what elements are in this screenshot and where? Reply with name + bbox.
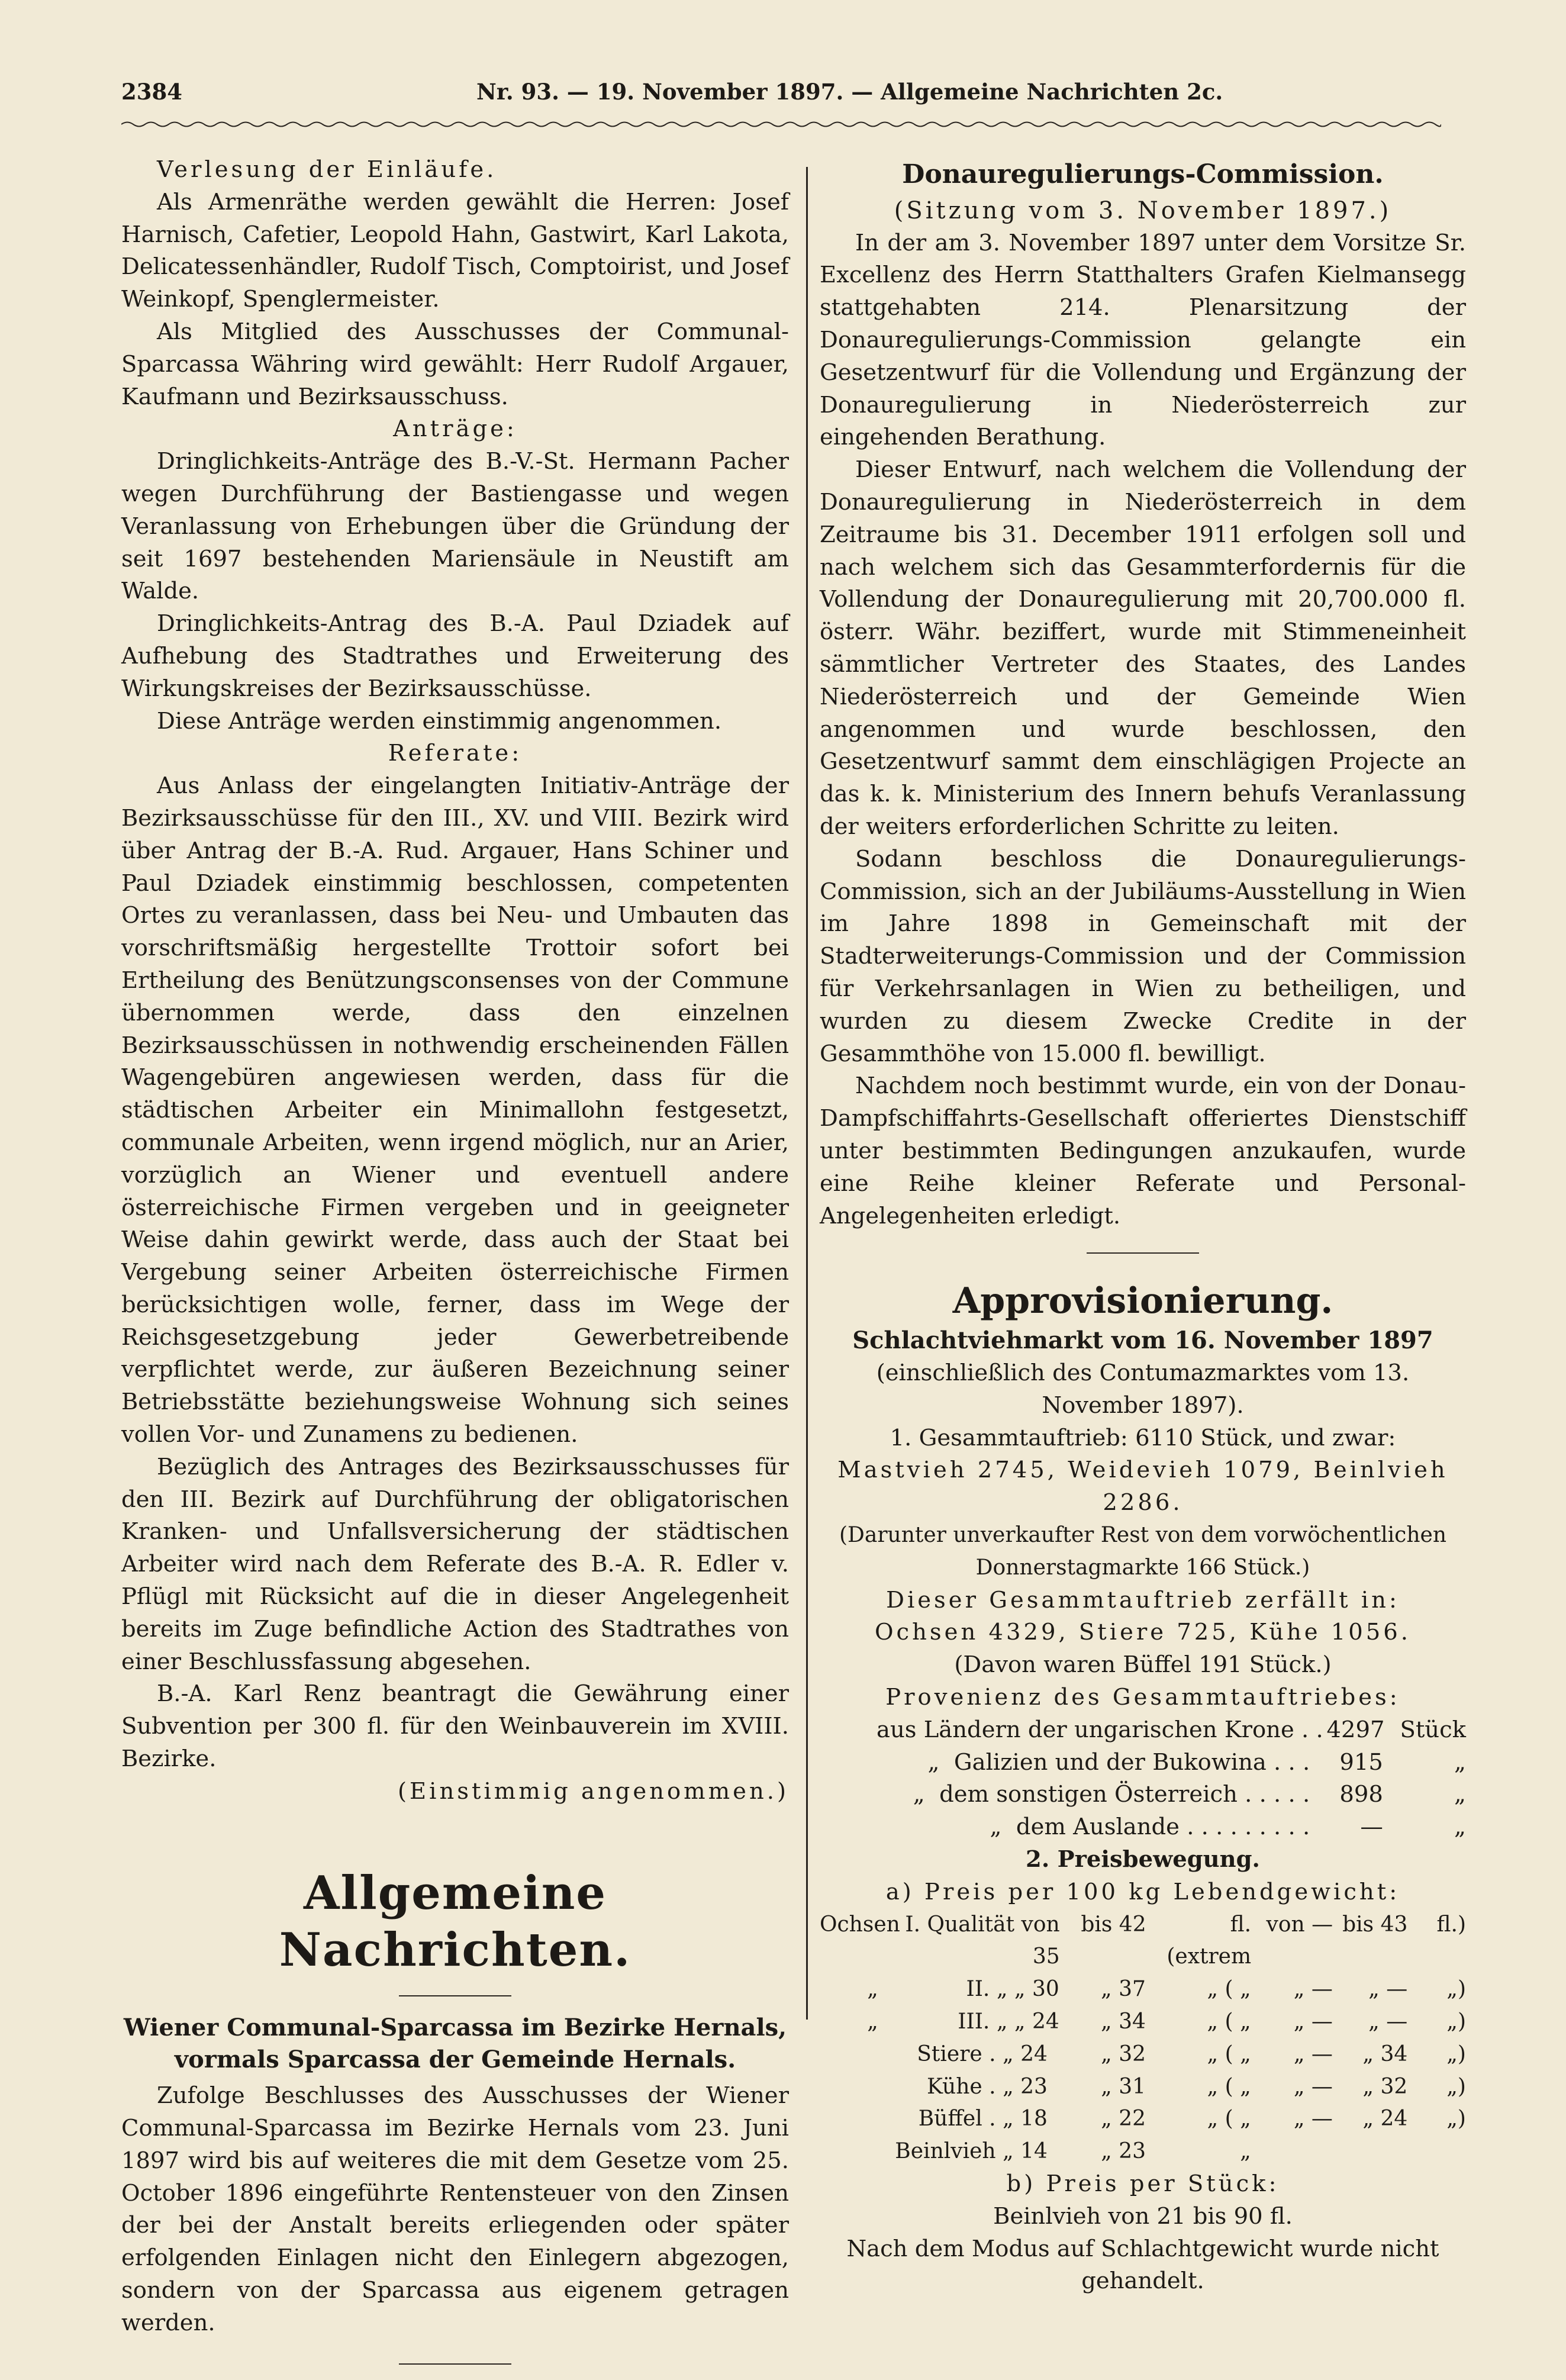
table-cell: Ochsen (820, 1912, 900, 1937)
table-cell: „ 34 (1362, 2041, 1408, 2066)
table-cell: „ 31 (1101, 2074, 1146, 2099)
table-cell (1251, 2136, 1333, 2168)
text-line: 2. Preisbewegung. (1026, 1846, 1260, 1873)
table-cell: „ 32 (1101, 2041, 1146, 2066)
table-cell: „ ( „ (1207, 1977, 1251, 2002)
paragraph: B.-A. Karl Renz beantragt die Gewährung einer Subvention per 300 fl. für den Weinbauverein im XVIII. Bezirke. (121, 1680, 789, 1773)
table-cell: fl. (extrem (1167, 1912, 1252, 1969)
table-row (820, 2103, 1466, 2136)
paragraph: Als Mitglied des Ausschusses der Communal-Sparcassa Währing wird gewählt: Herr Rudolf Argauer, Kaufmann und Bezirksausschuss. (121, 318, 789, 410)
page-number: 2384 (121, 79, 182, 105)
table-cell: fl.) (1436, 1912, 1466, 1937)
table-cell: „ 22 (1101, 2107, 1146, 2131)
paragraph: Zufolge Beschlusses des Ausschusses der Wiener Communal-Sparcassa im Bezirke Hernals vom 23. Juni 1897 wird bis auf weiteres die mit dem Gesetze vom 25. October 1896 eingeführte Rentensteuer von den Zinsen der bei der Anstalt bereits erliegenden oder später erfolgenden Einlagen nicht den Einlegern abgezogen, sondern von der Sparcassa aus eigenem getragen werden. (121, 2082, 789, 2336)
paragraph: Diese Anträge werden einstimmig angenommen. (157, 707, 722, 735)
big-section-heading: Approvisionierung. (952, 1280, 1333, 1322)
section-heading: Anträge: (393, 416, 517, 443)
right-column (820, 154, 1466, 2298)
paragraph: Aus Anlass der eingelangten Initiativ-Anträge der Bezirksausschüsse für den III., XV. und VIII. Bezirk wird über Antrag der B.-A. Rud. Argauer, Hans Schiner und Paul Dziadek einstimmig beschlossen, competenten Ortes zu veranlassen, dass bei Neu- und Umbauten das vorschriftsmäßig hergestellte Trottoir sofort bei Ertheilung des Benützungsconsenses von der Commune übernommen werde, dass den einzelnen Bezirksausschüssen in nothwendig erscheinenden Fällen Wagengebüren angewiesen werden, dass für die städtischen Arbeiter ein Minimallohn festgesetzt, communale Arbeiten, wenn irgend möglich, nur an Arier, vorzüglich an Wiener und eventuell andere österreichische Firmen vergeben und in geeigneter Weise dahin gewirkt werde, dass auch der Staat bei Vergebung seiner Arbeiten österreichische Firmen berücksichtigen wolle, ferner, dass im Wege der Reichsgesetzgebung jeder Gewerbetreibende verpflichtet werde, zur äußeren Bezeichnung seiner Betriebsstätte beziehungsweise Wohnung sich seines vollen Vor- und Zunamens zu bedienen. (121, 772, 789, 1448)
table-cell: „) (1446, 2107, 1466, 2131)
text-line: Mastvieh 2745, Weidevieh 1079, Beinlvieh 2286. (837, 1457, 1448, 1516)
table-cell: II. „ „ 30 (966, 1977, 1059, 2002)
table-cell: „ 32 (1362, 2074, 1408, 2099)
column-divider (806, 167, 808, 2020)
text-line: Provenienz des Gesammtauftriebes: (885, 1684, 1400, 1711)
table-cell: „ — (1293, 2009, 1333, 2034)
header-wavy-rule (121, 120, 1441, 128)
text-line: a) Preis per 100 kg Lebendgewicht: (885, 1878, 1400, 1905)
table-cell: „ Galizien und der Bukowina . . . (927, 1748, 1310, 1776)
table-cell: Stiere . „ 24 (917, 2041, 1048, 2066)
article-subheading: Schlachtviehmarkt vom 16. November 1897 (852, 1326, 1433, 1355)
table-row (877, 1779, 1466, 1811)
short-rule (399, 2363, 511, 2365)
table-cell: „ (1454, 1748, 1466, 1776)
table-cell: „ ( „ (1207, 2107, 1251, 2131)
paragraph: (Einstimmig angenommen.) (398, 1777, 789, 1805)
table-cell: „) (1446, 2074, 1466, 2099)
table-cell (1407, 2136, 1466, 2168)
table-row (820, 2136, 1466, 2168)
section-heading: Referate: (388, 740, 523, 767)
text-line: b) Preis per Stück: (1006, 2170, 1280, 2198)
paragraph: Dringlichkeits-Anträge des B.-V.-St. Hermann Pacher wegen Durchführung der Bastiengasse und wegen Veranlassung von Erhebungen über die Gründung der seit 1697 bestehenden Mariensäule in Neustift am Walde. (121, 448, 789, 605)
table-cell (820, 2136, 878, 2168)
table-row (820, 1973, 1466, 2006)
table-cell: „) (1446, 1977, 1466, 2002)
table-cell: aus Ländern der ungarischen Krone . . (877, 1716, 1323, 1743)
text-line: Dieser Gesammtauftrieb zerfällt in: (886, 1586, 1400, 1613)
table-cell: „ dem Auslande . . . . . . . . . (990, 1814, 1310, 1841)
short-rule (399, 1995, 511, 1996)
text-line: Beinlvieh von 21 bis 90 fl. (993, 2202, 1293, 2230)
table-cell: „ — (1368, 2009, 1408, 2034)
table-row (820, 2071, 1466, 2104)
table-cell: „ ( „ (1207, 2074, 1251, 2099)
table-cell (1333, 2136, 1407, 2168)
table-cell: 898 (1339, 1781, 1383, 1808)
paragraph: Dringlichkeits-Antrag des B.-A. Paul Dziadek auf Aufhebung des Stadtrathes und Erweiterung des Wirkungskreises der Bezirksausschüsse. (121, 610, 789, 702)
big-section-heading: Allgemeine Nachrichten. (279, 1866, 631, 1977)
text-line: 1. Gesammtauftrieb: 6110 Stück, und zwar: (890, 1424, 1396, 1451)
table-cell: „ 23 (1101, 2139, 1146, 2164)
table-row (877, 1811, 1466, 1844)
table-cell: Kühe . „ 23 (926, 2074, 1048, 2099)
table-cell: Stück (1400, 1716, 1466, 1743)
table-cell: „ dem sonstigen Österreich . . . . . (913, 1781, 1310, 1808)
short-rule (1087, 1252, 1199, 1254)
table-cell: „ (1454, 1814, 1466, 1841)
table-cell: Büffel . „ 18 (918, 2107, 1048, 2131)
table-cell: „ ( „ (1207, 2041, 1251, 2066)
table-cell: „ — (1293, 2074, 1333, 2099)
table-cell: von — (1266, 1912, 1333, 1937)
table-cell: Beinlvieh „ 14 (895, 2139, 1048, 2164)
text-line: (Davon waren Büffel 191 Stück.) (954, 1651, 1332, 1679)
table-cell: „ — (1293, 2041, 1333, 2066)
table-cell: 4297 (1326, 1716, 1385, 1743)
article-heading: Donauregulierungs-Commission. (902, 159, 1384, 189)
left-column (121, 154, 789, 2380)
table-cell: „ 24 (1362, 2107, 1408, 2131)
table-cell (820, 2103, 878, 2136)
table-row (820, 2006, 1466, 2038)
table-cell: „ 34 (1101, 2009, 1146, 2034)
table-row (877, 1747, 1466, 1779)
paragraph: Dieser Entwurf, nach welchem die Vollendung der Donauregulierung in Niederösterreich in dem Zeitraume bis 31. December 1911 erfolgen soll und nach welchem sich das Gesammterfordernis für die Vollendung der Donauregulierung mit 20,700.000 fl. österr. Währ. beziffert, wurde mit Stimmeneinheit sämmtlicher Vertreter des Staates, des Landes Niederösterreich und der Gemeinde Wien angenommen und wurde beschlossen, den Gesetzentwurf sammt dem einschlägigen Projecte an das k. k. Ministerium des Innern behufs Veranlassung der weiters erforderlichen Schritte zu leiten. (820, 456, 1466, 840)
table-cell: „ (1454, 1781, 1466, 1808)
table-cell: bis 42 (1081, 1912, 1146, 1937)
table-cell: 915 (1339, 1748, 1383, 1776)
table-row (820, 1909, 1466, 1974)
table-cell: „ (867, 2009, 878, 2034)
page-header (121, 79, 1441, 114)
paragraph: In der am 3. November 1897 unter dem Vorsitze Sr. Excellenz des Herrn Statthalters Grafen Kielmansegg stattgehabten 214. Plenarsitzung der Donauregulierungs-Commission gelangte ein Gesetzentwurf für die Vollendung und Ergänzung der Donauregulierung in Niederösterreich zur eingehenden Berathung. (820, 229, 1466, 451)
table-row (820, 2038, 1466, 2071)
table-cell: „) (1446, 2009, 1466, 2034)
table-cell: „ — (1293, 1977, 1333, 2002)
table-cell: „ (867, 1977, 878, 2002)
paragraph: Sodann beschloss die Donauregulierungs-Commission, sich an der Jubiläums-Ausstellung in Wien im Jahre 1898 in Gemeinschaft mit der Stadterweiterungs-Commission und der Commission für Verkehrsanlagen in Wien zu betheiligen, und wurden zu diesem Zwecke Credite in der Gesammthöhe von 15.000 fl. bewilligt. (820, 845, 1466, 1067)
article-heading: Wiener Communal-Sparcassa im Bezirke Hernals, vormals Sparcassa der Gemeinde Hernals. (123, 2013, 787, 2074)
table-cell: bis 43 (1342, 1912, 1408, 1937)
paragraph: Bezüglich des Antrages des Bezirksausschusses für den III. Bezirk auf Durchführung der obligatorischen Kranken- und Unfallsversicherung der städtischen Arbeiter wird nach dem Referate des B.-A. R. Edler v. Pflügl mit Rücksicht auf die in dieser Angelegenheit bereits im Zuge befindliche Action des Stadtrathes von einer Beschlussfassung abgesehen. (121, 1453, 789, 1675)
provenienz-table (877, 1714, 1466, 1844)
table-cell: „ 37 (1101, 1977, 1146, 2002)
table-cell: „ — (1293, 2107, 1333, 2131)
text-line: Ochsen 4329, Stiere 725, Kühe 1056. (874, 1619, 1412, 1646)
article-subheading: (Sitzung vom 3. November 1897.) (894, 197, 1392, 224)
table-cell: — (1360, 1814, 1383, 1841)
price-table (820, 1909, 1466, 2168)
running-title: Nr. 93. — 19. November 1897. — Allgemeine Nachrichten 2c. (476, 79, 1223, 105)
table-cell: I. Qualität von 35 (905, 1912, 1060, 1969)
table-cell (820, 2071, 878, 2104)
text-line: Nach dem Modus auf Schlachtgewicht wurde nicht gehandelt. (846, 2235, 1439, 2295)
table-cell: „ (1240, 2139, 1251, 2164)
table-cell: III. „ „ 24 (958, 2009, 1059, 2034)
table-cell: „) (1446, 2041, 1466, 2066)
paragraph: Als Armenräthe werden gewählt die Herren: Josef Harnisch, Cafetier, Leopold Hahn, Gastwirt, Karl Lakota, Delicatessenhändler, Rudolf Tisch, Comptoirist, und Josef Weinkopf, Spenglermeister. (121, 188, 789, 313)
table-row (877, 1714, 1466, 1747)
table-cell (820, 2038, 878, 2071)
text-line: (einschließlich des Contumazmarktes vom 13. November 1897). (876, 1360, 1410, 1419)
table-cell: „ ( „ (1207, 2009, 1251, 2034)
paragraph: Nachdem noch bestimmt wurde, ein von der Donau-Dampfschiffahrts-Gesellschaft offeriertes Dienstschiff unter bestimmten Bedingungen anzukaufen, wurde eine Reihe kleiner Referate und Personal-Angelegenheiten erledigt. (820, 1073, 1466, 1229)
table-cell: „ — (1368, 1977, 1408, 2002)
section-heading: Verlesung der Einläufe. (157, 156, 497, 183)
text-line: (Darunter unverkaufter Rest von dem vorwöchentlichen Donnerstagmarkte 166 Stück.) (839, 1523, 1447, 1580)
